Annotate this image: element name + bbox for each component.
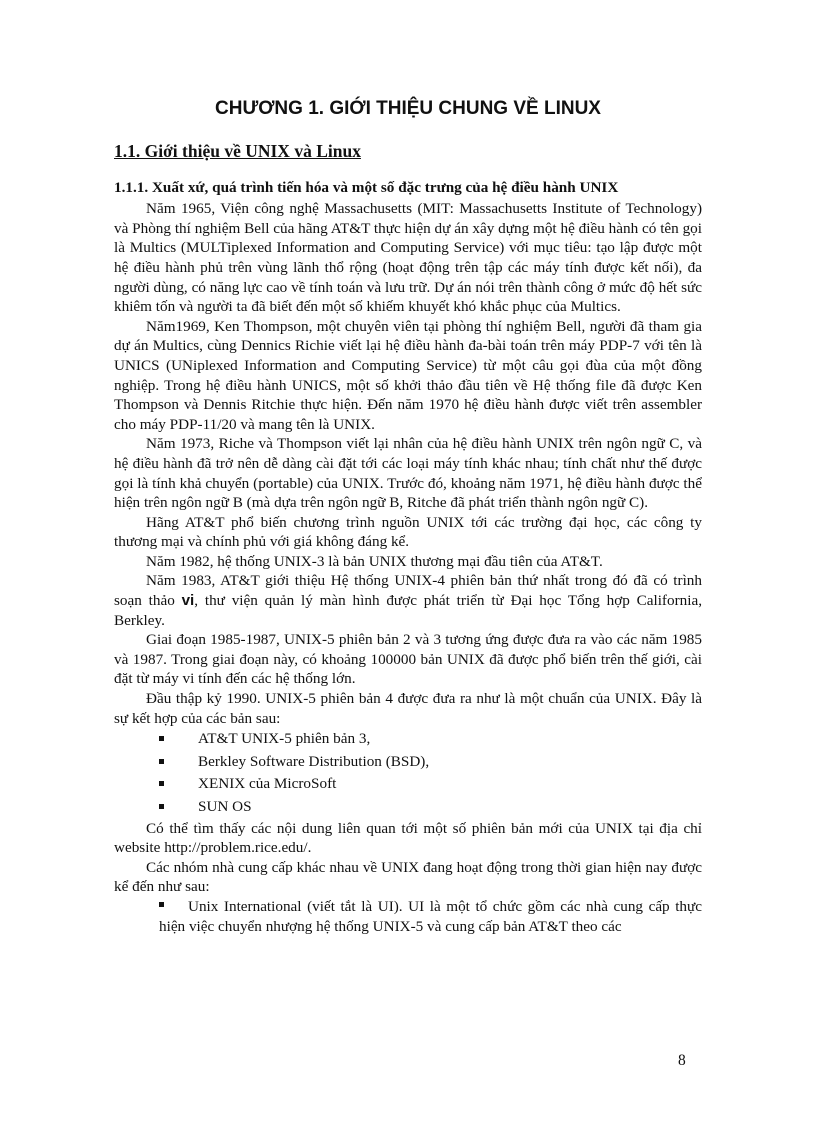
list-item [114, 796, 702, 819]
paragraph-2: Năm1969, Ken Thompson, một chuyên viên tại phòng thí nghiệm Bell, người đã tham gia dự án Multics, cùng Dennics Richie viết lại hệ điều hành đa-bài toán trên máy PDP-7 với tên là UNICS (UNiplexed Information and Computing Service) từ một câu gọi đùa của một đồng nghiệp. Trong hệ điều hành UNICS, một số khởi thảo đầu tiên về Hệ thống file đã được Ken Thompson và Dennis Ritchie thực hiện. Đến năm 1970 hệ điều hành được viết trên assembler cho máy PDP-11/20 và mang tên là UNIX. [114, 317, 702, 433]
paragraph-1: Năm 1965, Viện công nghệ Massachusetts (MIT: Massachusetts Institute of Technology) và Phòng thí nghiệm Bell của hãng AT&T thực hiện dự án xây dựng một hệ điều hành có tên gọi là Multics (MULTiplexed Information and Computing Service) với mục tiêu: tạo lập được một hệ điều hành phủ trên vùng lãnh thổ rộng (hoạt động trên tập các máy tính được kết nối), đa người dùng, có năng lực cao về tính toán và lưu trữ. Dự án nói trên thành công ở mức độ hết sức khiêm tốn và người ta đã biết đến một số khiếm khuyết khó khắc phục của Multics. [114, 200, 702, 316]
list-item-text: XENIX của MicroSoft [198, 775, 337, 793]
paragraph-vi-after: , thư viện quản lý màn hình được phát triển từ Đại học Tổng hợp California, Berkley. [114, 592, 702, 629]
subsection-title: 1.1.1. Xuất xứ, quá trình tiến hóa và một số đặc trưng của hệ điều hành UNIX [114, 178, 619, 196]
list-item-text: Berkley Software Distribution (BSD), [198, 752, 430, 770]
chapter-title: CHƯƠNG 1. GIỚI THIỆU CHUNG VỀ LINUX [215, 98, 601, 119]
paragraph-4: Hãng AT&T phổ biến chương trình nguồn UNIX tới các trường đại học, các công ty thương mại và chính phủ với giá không đáng kể. [114, 513, 702, 551]
list-item-text: Unix International (viết tắt là UI). UI là một tổ chức gồm các nhà cung cấp thực hiện việc chuyển nhượng hệ thống UNIX-5 và cung cấp bản AT&T theo các [159, 897, 702, 935]
square-bullet-icon [159, 781, 164, 786]
unix-international-item [114, 897, 702, 936]
page-content [114, 142, 702, 936]
square-bullet-icon [159, 736, 164, 741]
paragraph-vi-before: Năm 1983, AT&T giới thiệu Hệ thống UNIX-4 phiên bản thứ nhất trong đó đã có trình soạn thảo [114, 572, 702, 610]
list-item [114, 728, 702, 751]
vi-editor-name: vi [181, 592, 195, 610]
square-bullet-icon [159, 759, 164, 764]
unix-versions-list [114, 728, 702, 818]
paragraph-3: Năm 1973, Riche và Thompson viết lại nhân của hệ điều hành UNIX trên ngôn ngữ C, và hệ điều hành đã trở nên dễ dàng cài đặt tới các loại máy tính khác nhau; tính chất như thế được gọi là tính khả chuyển (portable) của UNIX. Trước đó, khoảng năm 1971, hệ điều hành được thể hiện trên ngôn ngữ B (mà dựa trên ngôn ngữ B, Ritche đã phát triển thành ngôn ngữ C). [114, 435, 702, 512]
paragraph-8: Đầu thập kỷ 1990. UNIX-5 phiên bản 4 được đưa ra như là một chuẩn của UNIX. Đây là sự kết hợp của các bản sau: [114, 690, 702, 727]
paragraph-10: Các nhóm nhà cung cấp khác nhau về UNIX đang hoạt động trong thời gian hiện nay được kể đến như sau: [114, 858, 702, 896]
list-item [114, 773, 702, 796]
square-bullet-icon [159, 902, 164, 907]
paragraph-vi-editor [114, 571, 702, 630]
list-item-text: SUN OS [198, 798, 252, 815]
paragraph-9: Có thể tìm thấy các nội dung liên quan tới một số phiên bản mới của UNIX tại địa chỉ website http://problem.rice.edu/. [114, 819, 702, 857]
page-number: 8 [678, 1052, 686, 1069]
list-item [114, 751, 702, 774]
paragraph-7: Giai đoạn 1985-1987, UNIX-5 phiên bản 2 và 3 tương ứng được đưa ra vào các năm 1985 và 1987. Trong giai đoạn này, có khoảng 100000 bản UNIX đã được phổ biến trên thế giới, cài đặt từ máy vi tính đến các hệ thống lớn. [114, 631, 702, 688]
list-item-text: AT&T UNIX-5 phiên bản 3, [198, 730, 371, 748]
section-title: 1.1. Giới thiệu về UNIX và Linux [114, 141, 361, 161]
square-bullet-icon [159, 804, 164, 809]
paragraph-5: Năm 1982, hệ thống UNIX-3 là bản UNIX thương mại đầu tiên của AT&T. [146, 552, 603, 570]
